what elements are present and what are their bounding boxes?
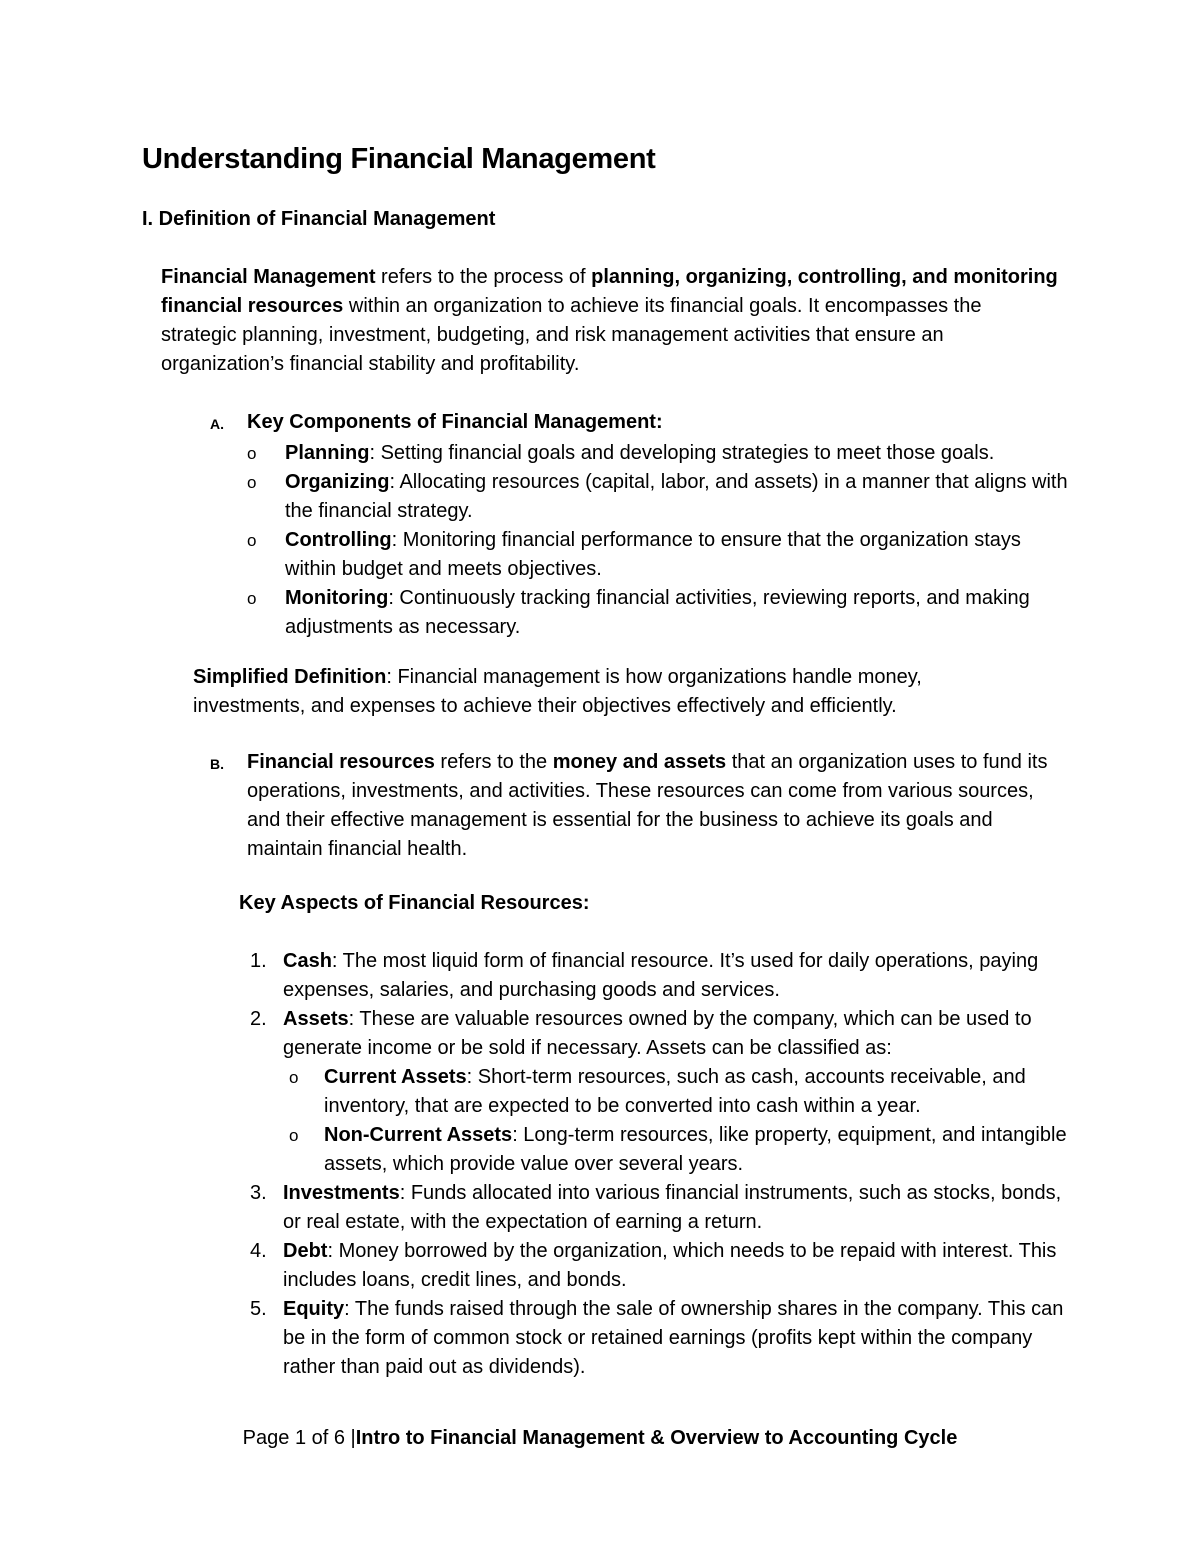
list-item [210,584,1070,642]
assets-sublist [283,1063,1080,1179]
list-item-text: : Setting financial goals and developing strategies to meet those goals. [369,442,995,464]
list-item-term: Assets [283,1008,349,1030]
list-item-term: Debt [283,1240,328,1262]
definition-text-2: within an organization to achieve its financial goals. It encompasses the strategic planning, investment, budgeting, and risk management activities that ensure an organization’s financial stability and profitability. [161,295,982,375]
list-item-term: Planning [285,442,370,464]
sublist-item-term: Non-Current Assets [324,1124,513,1146]
bullet-marker: o [247,473,257,492]
bullet-marker: o [247,589,257,608]
simplified-definition [193,663,1033,721]
list-item-text: : Money borrowed by the organization, which needs to be repaid with interest. This includes loans, credit lines, and bonds. [283,1240,1057,1291]
list-item [210,526,1070,584]
sublist-item-text: : Long-term resources, like property, equipment, and intangible assets, which provide value over several years. [324,1124,1067,1175]
key-components-heading: Key Components of Financial Management: [247,411,663,433]
sublist-item [283,1063,1080,1121]
definition-text-1: refers to the process of [375,266,592,288]
list-item [250,1179,1080,1237]
section-letter-a: A. [210,416,224,432]
definition-term: Financial Management [161,266,376,288]
financial-resources-text-2: that an organization uses to fund its operations, investments, and activities. These resources can come from various sources, and their effective management is essential for the business to achieve its goals and maintain financial health. [247,751,1048,860]
sublist-item [283,1121,1080,1179]
list-item-text: : These are valuable resources owned by the company, which can be used to generate income or be sold if necessary. Assets can be classified as: [283,1008,1032,1059]
sublist-item-term: Current Assets [324,1066,467,1088]
list-number: 4. [250,1240,267,1262]
financial-resources-bold-phrase: money and assets [552,751,727,773]
list-item-term: Organizing [285,471,390,493]
list-item-text: : Continuously tracking financial activities, reviewing reports, and making adjustments as necessary. [285,587,1030,638]
key-components-section [210,408,1070,642]
list-item-text: : Monitoring financial performance to ensure that the organization stays within budget and meets objectives. [285,529,1021,580]
key-aspects-heading: Key Aspects of Financial Resources: [239,892,590,914]
sublist-item-text: : Short-term resources, such as cash, accounts receivable, and inventory, that are expected to be converted into cash within a year. [324,1066,1026,1117]
list-item [250,947,1080,1005]
bullet-marker: o [289,1068,299,1087]
footer-title: Intro to Financial Management & Overview to Accounting Cycle [355,1427,958,1449]
list-number: 3. [250,1182,267,1204]
list-item-term: Investments [283,1182,400,1204]
key-components-list [210,439,1070,642]
list-item-text: : The funds raised through the sale of ownership shares in the company. This can be in the form of common stock or retained earnings (profits kept within the company rather than paid out as dividends). [283,1298,1064,1378]
page-footer [0,1427,1200,1450]
page-number: Page 1 of 6 | [242,1427,356,1449]
list-item [250,1295,1080,1382]
simplified-definition-term: Simplified Definition [193,666,387,688]
financial-resources-section [210,748,1070,864]
financial-resources-text-1: refers to the [434,751,553,773]
list-item [250,1237,1080,1295]
list-number: 1. [250,950,267,972]
section-letter-b: B. [210,756,224,772]
financial-resources-term: Financial resources [247,751,435,773]
section-heading: I. Definition of Financial Management [142,208,496,230]
list-item-text: : Allocating resources (capital, labor, and assets) in a manner that aligns with the financial strategy. [285,471,1068,522]
list-number: 2. [250,1008,267,1030]
list-item-term: Monitoring [285,587,389,609]
list-item-text: : Funds allocated into various financial instruments, such as stocks, bonds, or real estate, with the expectation of earning a return. [283,1182,1062,1233]
list-item-term: Cash [283,950,332,972]
list-number: 5. [250,1298,267,1320]
document-title: Understanding Financial Management [142,143,656,175]
list-item-term: Controlling [285,529,392,551]
list-item [210,468,1070,526]
bullet-marker: o [247,444,257,463]
bullet-marker: o [247,531,257,550]
list-item-text: : The most liquid form of financial resource. It’s used for daily operations, paying expenses, salaries, and purchasing goods and services. [283,950,1039,1001]
key-aspects-list [250,947,1080,1382]
bullet-marker: o [289,1126,299,1145]
list-item [210,439,1070,468]
simplified-definition-text: : Financial management is how organizations handle money, investments, and expenses to achieve their objectives effectively and efficiently. [193,666,922,717]
list-item [250,1005,1080,1179]
list-item-term: Equity [283,1298,345,1320]
definition-paragraph [161,263,1061,379]
definition-bold-phrase: planning, organizing, controlling, and monitoring financial resources [161,266,1058,317]
